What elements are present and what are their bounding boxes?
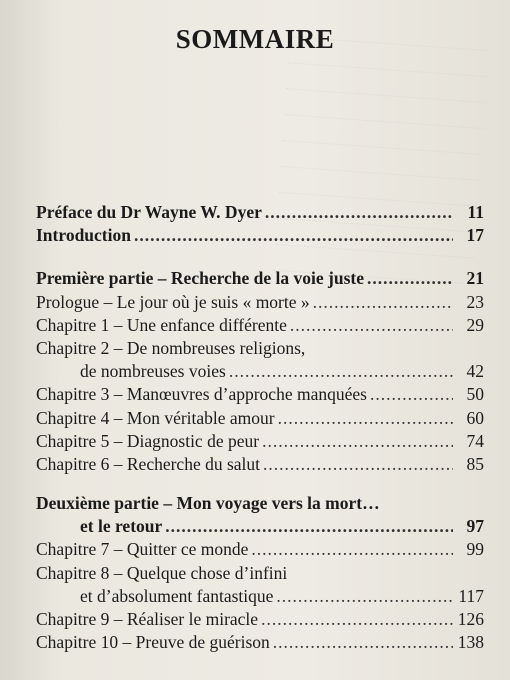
- dot-leader: [367, 267, 453, 290]
- entry-label: Première partie – Recherche de la voie juste: [36, 268, 365, 289]
- entry-page: 99: [466, 539, 484, 560]
- entry-label: de nombreuses voies: [80, 361, 226, 382]
- toc-entry-chapter-8-line-2: [36, 585, 484, 608]
- entry-label: et le retour: [80, 516, 163, 537]
- toc-entry-chapter-4: [36, 407, 484, 430]
- entry-page: 11: [467, 202, 484, 222]
- entry-label: Chapitre 2 – De nombreuses religions,: [36, 337, 306, 358]
- toc-entry-part-2-line-2: [36, 515, 484, 538]
- entry-page: 60: [466, 407, 484, 428]
- entry-label: Deuxième partie – Mon voyage vers la mort…: [36, 493, 380, 514]
- entry-page: 117: [458, 585, 484, 606]
- entry-label: Chapitre 8 – Quelque chose d’infini: [36, 562, 288, 583]
- entry-label: Chapitre 5 – Diagnostic de peur: [36, 430, 260, 451]
- dot-leader: [262, 430, 453, 453]
- toc-entry-part-2-line-1: [36, 492, 484, 515]
- dot-leader: [290, 314, 453, 337]
- entry-page: 50: [466, 384, 484, 405]
- dot-leader: [370, 383, 453, 406]
- table-of-contents: [36, 201, 484, 654]
- entry-page: 17: [466, 225, 484, 246]
- dot-leader: [265, 201, 453, 224]
- dot-leader: [263, 453, 453, 476]
- toc-entry-prologue: [36, 291, 484, 314]
- entry-label: Chapitre 6 – Recherche du salut: [36, 453, 261, 474]
- entry-page: 23: [466, 291, 484, 312]
- dot-leader: [261, 608, 453, 631]
- entry-label: Introduction: [36, 225, 131, 246]
- dot-leader: [278, 407, 453, 430]
- entry-label: Chapitre 7 – Quitter ce monde: [36, 539, 249, 560]
- entry-page: 85: [466, 453, 484, 474]
- dot-leader: [276, 585, 453, 608]
- toc-entry-chapter-7: [36, 538, 484, 561]
- toc-entry-chapter-3: [36, 383, 484, 406]
- toc-entry-introduction: [36, 224, 484, 247]
- dot-leader: [229, 360, 453, 383]
- toc-entry-chapter-1: [36, 314, 484, 337]
- toc-entry-chapter-8-line-1: [36, 562, 484, 585]
- dot-leader: [134, 224, 453, 247]
- dot-leader: [165, 515, 453, 538]
- entry-label: Chapitre 9 – Réaliser le miracle: [36, 609, 259, 629]
- toc-entry-chapter-2-line-1: [36, 337, 484, 360]
- entry-page: 126: [457, 609, 484, 629]
- entry-page: 138: [457, 632, 484, 653]
- dot-leader: [313, 291, 453, 314]
- toc-entry-preface: [36, 201, 484, 224]
- entry-label: Chapitre 4 – Mon véritable amour: [36, 407, 275, 428]
- toc-entry-part-1: [36, 267, 484, 290]
- entry-label: Prologue – Le jour où je suis « morte »: [36, 291, 310, 312]
- entry-page: 21: [466, 268, 484, 289]
- toc-entry-chapter-9: [36, 608, 484, 631]
- entry-page: 29: [466, 314, 484, 335]
- dot-leader: [273, 631, 453, 654]
- toc-entry-chapter-10: [36, 631, 484, 654]
- dot-leader: [251, 538, 453, 561]
- toc-entry-chapter-5: [36, 430, 484, 453]
- entry-page: 42: [466, 361, 484, 382]
- page-title: SOMMAIRE: [175, 24, 335, 54]
- toc-entry-chapter-6: [36, 453, 484, 476]
- entry-page: 74: [466, 430, 484, 451]
- toc-entry-chapter-2-line-2: [36, 360, 484, 383]
- entry-page: 97: [466, 516, 484, 537]
- entry-label: et d’absolument fantastique: [80, 585, 274, 606]
- entry-label: Chapitre 1 – Une enfance différente: [36, 314, 287, 335]
- entry-label: Chapitre 3 – Manœuvres d’approche manquées: [36, 384, 367, 405]
- entry-label: Chapitre 10 – Preuve de guérison: [36, 632, 270, 653]
- entry-label: Préface du Dr Wayne W. Dyer: [36, 202, 262, 222]
